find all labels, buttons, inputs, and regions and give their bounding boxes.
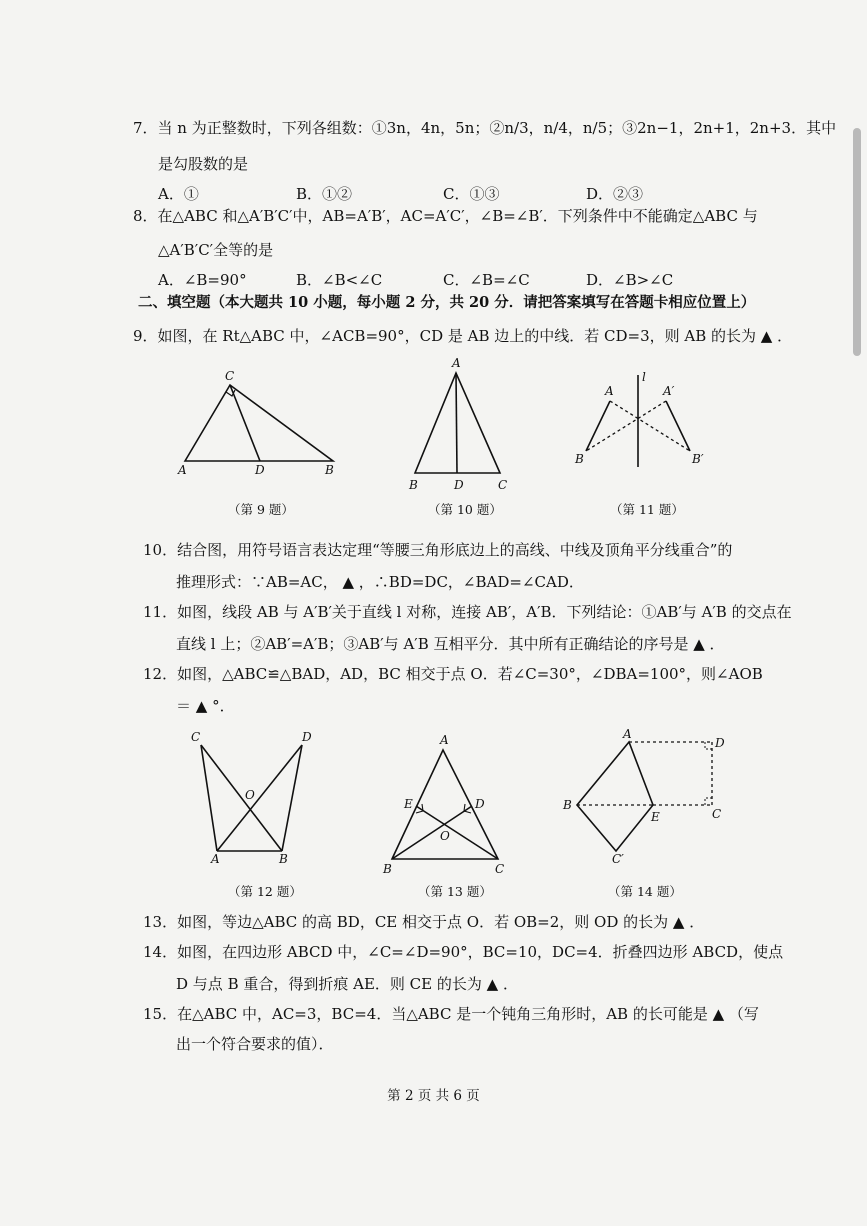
fig9-label-b: B (325, 463, 334, 477)
question-15-line-2: 出一个符合要求的值）． (176, 1035, 334, 1053)
fig12-label-o: O (245, 788, 255, 802)
question-10-line-1: 10．结合图，用符号语言表达定理“等腰三角形底边上的高线、中线及顶角平分线重合”的 (143, 541, 733, 559)
fig13-label-a: A (440, 733, 449, 747)
figure-9 (170, 360, 350, 480)
fig10-segment-ad (456, 373, 457, 473)
fig14-folded-quadrilateral (577, 742, 653, 851)
figure-10 (400, 355, 520, 495)
caption-figure-12: （第 12 题） (228, 884, 302, 899)
page-footer: 第 2 页 共 6 页 (387, 1088, 480, 1104)
question-7-option-a: A．① (158, 185, 199, 203)
fig12-segment-db (282, 745, 302, 851)
caption-figure-10: （第 10 题） (428, 502, 502, 517)
caption-figure-9: （第 9 题） (228, 502, 294, 517)
question-8-option-d: D．∠B>∠C (586, 271, 674, 289)
fig10-label-c: C (498, 478, 508, 492)
question-14-line-1: 14．如图，在四边形 ABCD 中，∠C=∠D=90°，BC=10，DC=4．折叠四边形 ABCD，使点 (143, 943, 784, 961)
fig12-label-c: C (191, 730, 201, 744)
question-12-line-2: ＝ ▲ °． (176, 697, 235, 715)
caption-figure-14: （第 14 题） (608, 884, 682, 899)
question-13: 13．如图，等边△ABC 的高 BD，CE 相交于点 O．若 OB=2，则 OD 的长为 ▲ ． (143, 913, 705, 931)
fig14-label-c: C (712, 807, 722, 821)
question-8-option-a: A．∠B=90° (158, 271, 247, 289)
fig14-label-e: E (651, 810, 660, 824)
question-7-option-c: C．①③ (443, 185, 500, 203)
fig9-label-d: D (255, 463, 265, 477)
section-2-heading: 二、填空题（本大题共 10 小题，每小题 2 分，共 20 分．请把答案填写在答题卡相应位置上） (138, 294, 756, 311)
fig13-label-c: C (495, 862, 505, 876)
fig12-label-d: D (302, 730, 312, 744)
figure-12 (185, 725, 325, 865)
fig13-altitude-ce (416, 806, 498, 859)
question-8-option-b: B．∠B<∠C (296, 271, 383, 289)
fig14-label-a: A (623, 727, 632, 741)
fig10-label-a: A (452, 356, 461, 370)
question-7-option-b: B．①② (296, 185, 353, 203)
vertical-scrollbar[interactable] (853, 128, 861, 356)
fig12-segment-cb (201, 745, 282, 851)
question-10-line-2: 推理形式：∵AB=AC， ▲ ，∴BD=DC，∠BAD=∠CAD． (176, 573, 584, 591)
fig11-label-a: A (605, 384, 614, 398)
fig14-right-angle-c (705, 798, 712, 805)
figure-11 (565, 365, 715, 475)
figure-13 (378, 728, 513, 878)
question-11-line-2: 直线 l 上；②AB′=A′B；③AB′与 A′B 互相平分．其中所有正确结论的序号是 ▲ ． (176, 635, 725, 653)
caption-figure-13: （第 13 题） (418, 884, 492, 899)
figure-14 (555, 725, 735, 865)
question-14-line-2: D 与点 B 重合，得到折痕 AE．则 CE 的长为 ▲ ． (176, 975, 518, 993)
fig13-label-d: D (475, 797, 485, 811)
fig11-label-b-prime: B′ (692, 452, 704, 466)
fig10-label-d: D (454, 478, 464, 492)
fig13-label-e: E (404, 797, 413, 811)
fig9-label-a: A (178, 463, 187, 477)
question-7-option-d: D．②③ (586, 185, 644, 203)
fig14-label-d: D (715, 736, 725, 750)
question-11-line-1: 11．如图，线段 AB 与 A′B′关于直线 l 对称，连接 AB′，A′B．下列结论：①AB′与 A′B 的交点在 (143, 603, 792, 621)
fig14-right-angle-d (705, 742, 712, 749)
caption-figure-11: （第 11 题） (610, 502, 684, 517)
fig12-label-b: B (279, 852, 288, 865)
fig11-label-b: B (575, 452, 584, 466)
fig9-triangle-abc (185, 385, 333, 461)
fig12-segment-ca (201, 745, 217, 851)
question-9: 9．如图，在 Rt△ABC 中，∠ACB=90°，CD 是 AB 边上的中线．若 CD=3，则 AB 的长为 ▲ ． (133, 327, 793, 345)
question-15-line-1: 15．在△ABC 中，AC=3，BC=4．当△ABC 是一个钝角三角形时，AB 的长可能是 ▲ （写 (143, 1005, 759, 1023)
fig14-label-c-prime: C′ (612, 852, 624, 865)
fig13-label-o: O (440, 829, 450, 843)
fig14-label-b: B (563, 798, 572, 812)
question-12-line-1: 12．如图，△ABC≌△BAD，AD，BC 相交于点 O．若∠C=30°，∠DBA=100°，则∠AOB (143, 665, 763, 683)
fig13-label-b: B (383, 862, 392, 876)
question-8-option-c: C．∠B=∠C (443, 271, 530, 289)
question-8-line-2: △A′B′C′全等的是 (158, 241, 274, 259)
fig11-label-a-prime: A′ (663, 384, 675, 398)
question-7-line-1: 7．当 n 为正整数时，下列各组数：①3n，4n，5n；②n/3，n/4，n/5；③2n−1，2n+1，2n+3．其中 (133, 119, 837, 137)
fig10-label-b: B (409, 478, 418, 492)
fig12-segment-da (217, 745, 302, 851)
question-7-line-2: 是勾股数的是 (158, 155, 249, 173)
question-8-line-1: 8．在△ABC 和△A′B′C′中，AB=A′B′，AC=A′C′，∠B=∠B′．下列条件中不能确定△ABC 与 (133, 207, 758, 225)
fig11-label-l: l (642, 370, 646, 384)
fig9-label-c: C (225, 369, 235, 383)
fig12-label-a: A (211, 852, 220, 865)
